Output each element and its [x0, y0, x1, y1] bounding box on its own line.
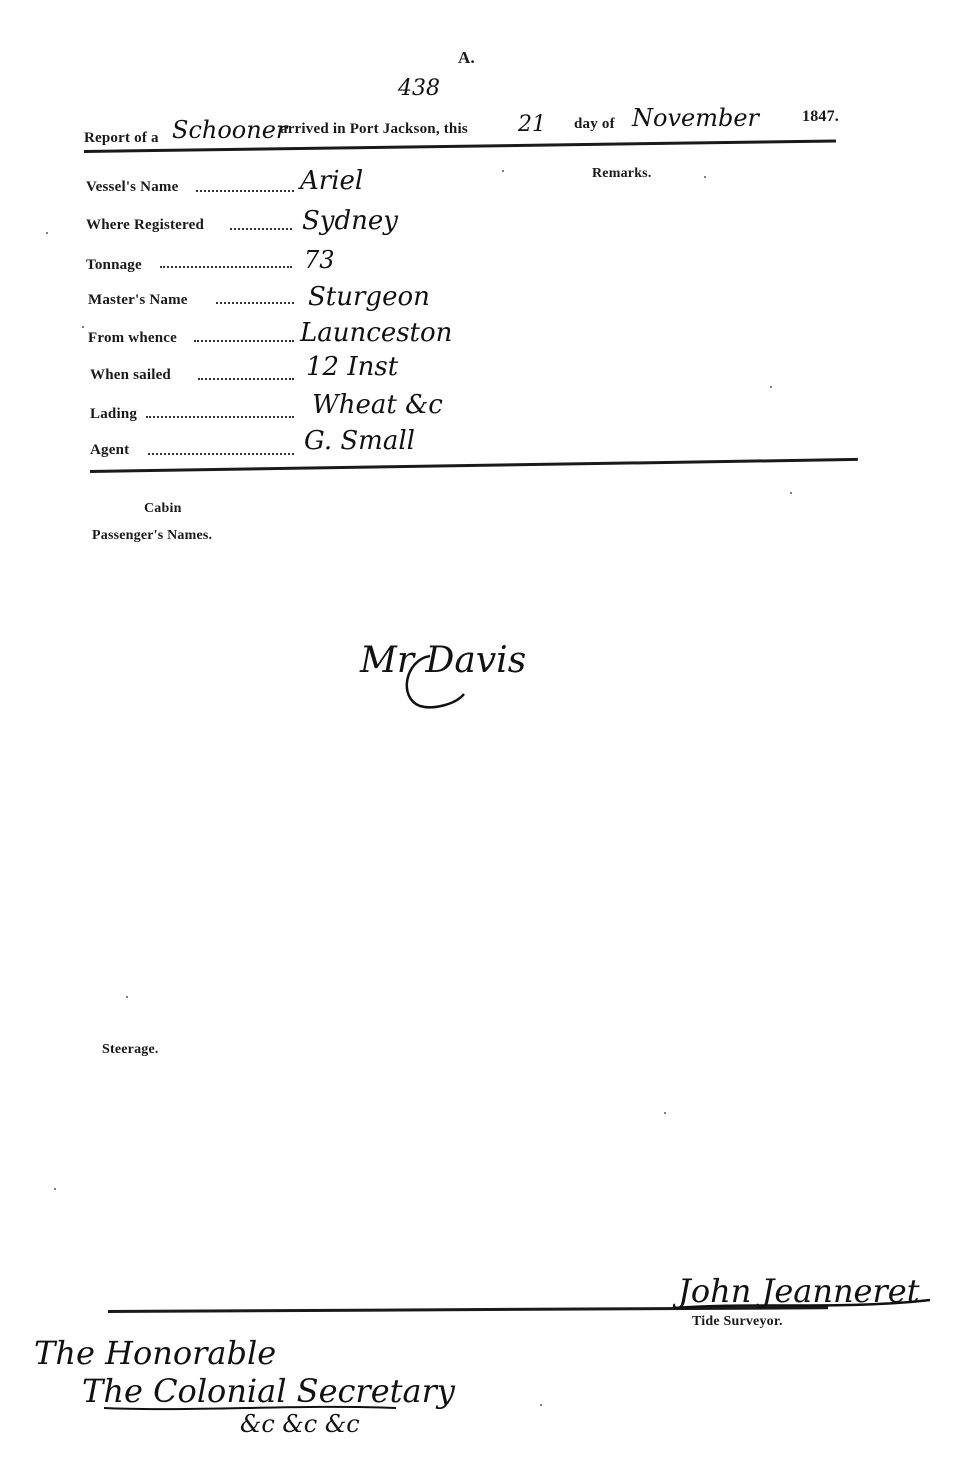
surveyor-signature: John Jeanneret [678, 1272, 920, 1310]
dot-leader [230, 228, 292, 230]
field-label: Master's Name [88, 292, 188, 308]
scan-speck [54, 1188, 56, 1190]
field-label: Lading [90, 406, 138, 422]
dot-leader [216, 302, 294, 304]
cabin-label: Cabin [144, 501, 182, 516]
address-underline [100, 1402, 400, 1416]
scan-speck [540, 1404, 542, 1406]
form-letter: A. [458, 48, 475, 67]
field-value: Ariel [300, 166, 364, 196]
field-value: Sydney [302, 206, 398, 236]
heading-middle: arrived in Port Jackson, this [280, 121, 468, 137]
address-line-2: The Colonial Secretary [82, 1372, 455, 1410]
scan-speck [790, 492, 792, 494]
field-value: Sturgeon [308, 282, 430, 312]
field-value: Wheat &c [312, 390, 443, 420]
dot-leader [194, 340, 294, 342]
dot-leader [146, 416, 294, 418]
field-label: Where Registered [86, 217, 205, 233]
steerage-label: Steerage. [102, 1042, 159, 1057]
cabin-entry-flourish [400, 650, 480, 710]
dot-leader [198, 378, 294, 380]
address-line-1: The Honorable [34, 1334, 277, 1372]
folio-number: 438 [398, 76, 440, 101]
heading-dayof: day of [574, 116, 615, 132]
field-value: 12 Inst [306, 352, 399, 382]
day-entry: 21 [518, 112, 546, 137]
scan-speck [770, 386, 772, 388]
remarks-label: Remarks. [592, 166, 652, 181]
dot-leader [148, 453, 294, 455]
scan-speck [46, 232, 48, 234]
heading-prefix: Report of a [84, 130, 159, 146]
field-value: Launceston [300, 318, 453, 348]
field-label: Agent [90, 442, 130, 458]
surveyor-title: Tide Surveyor. [692, 1314, 783, 1329]
field-label: Tonnage [86, 257, 142, 273]
dot-leader [160, 266, 292, 268]
address-line-3: &c &c &c [240, 1410, 360, 1438]
scan-speck [704, 176, 706, 178]
scan-speck [126, 996, 128, 998]
signature-strike [672, 1296, 932, 1316]
field-label: Vessel's Name [86, 179, 179, 195]
fields-rule [90, 458, 858, 473]
cabin-passenger-entry: Mr Davis [360, 640, 527, 681]
vessel-type-entry: Schooner [172, 116, 288, 144]
scan-speck [664, 1112, 666, 1114]
scan-speck [502, 170, 504, 172]
month-entry: November [632, 104, 760, 132]
field-label: When sailed [90, 367, 171, 383]
field-value: G. Small [304, 426, 415, 456]
field-label: From whence [88, 330, 177, 346]
dot-leader [196, 190, 294, 192]
field-value: 73 [304, 246, 335, 274]
passenger-names-label: Passenger's Names. [92, 528, 213, 543]
scan-speck [82, 326, 84, 328]
year: 1847. [802, 108, 839, 125]
